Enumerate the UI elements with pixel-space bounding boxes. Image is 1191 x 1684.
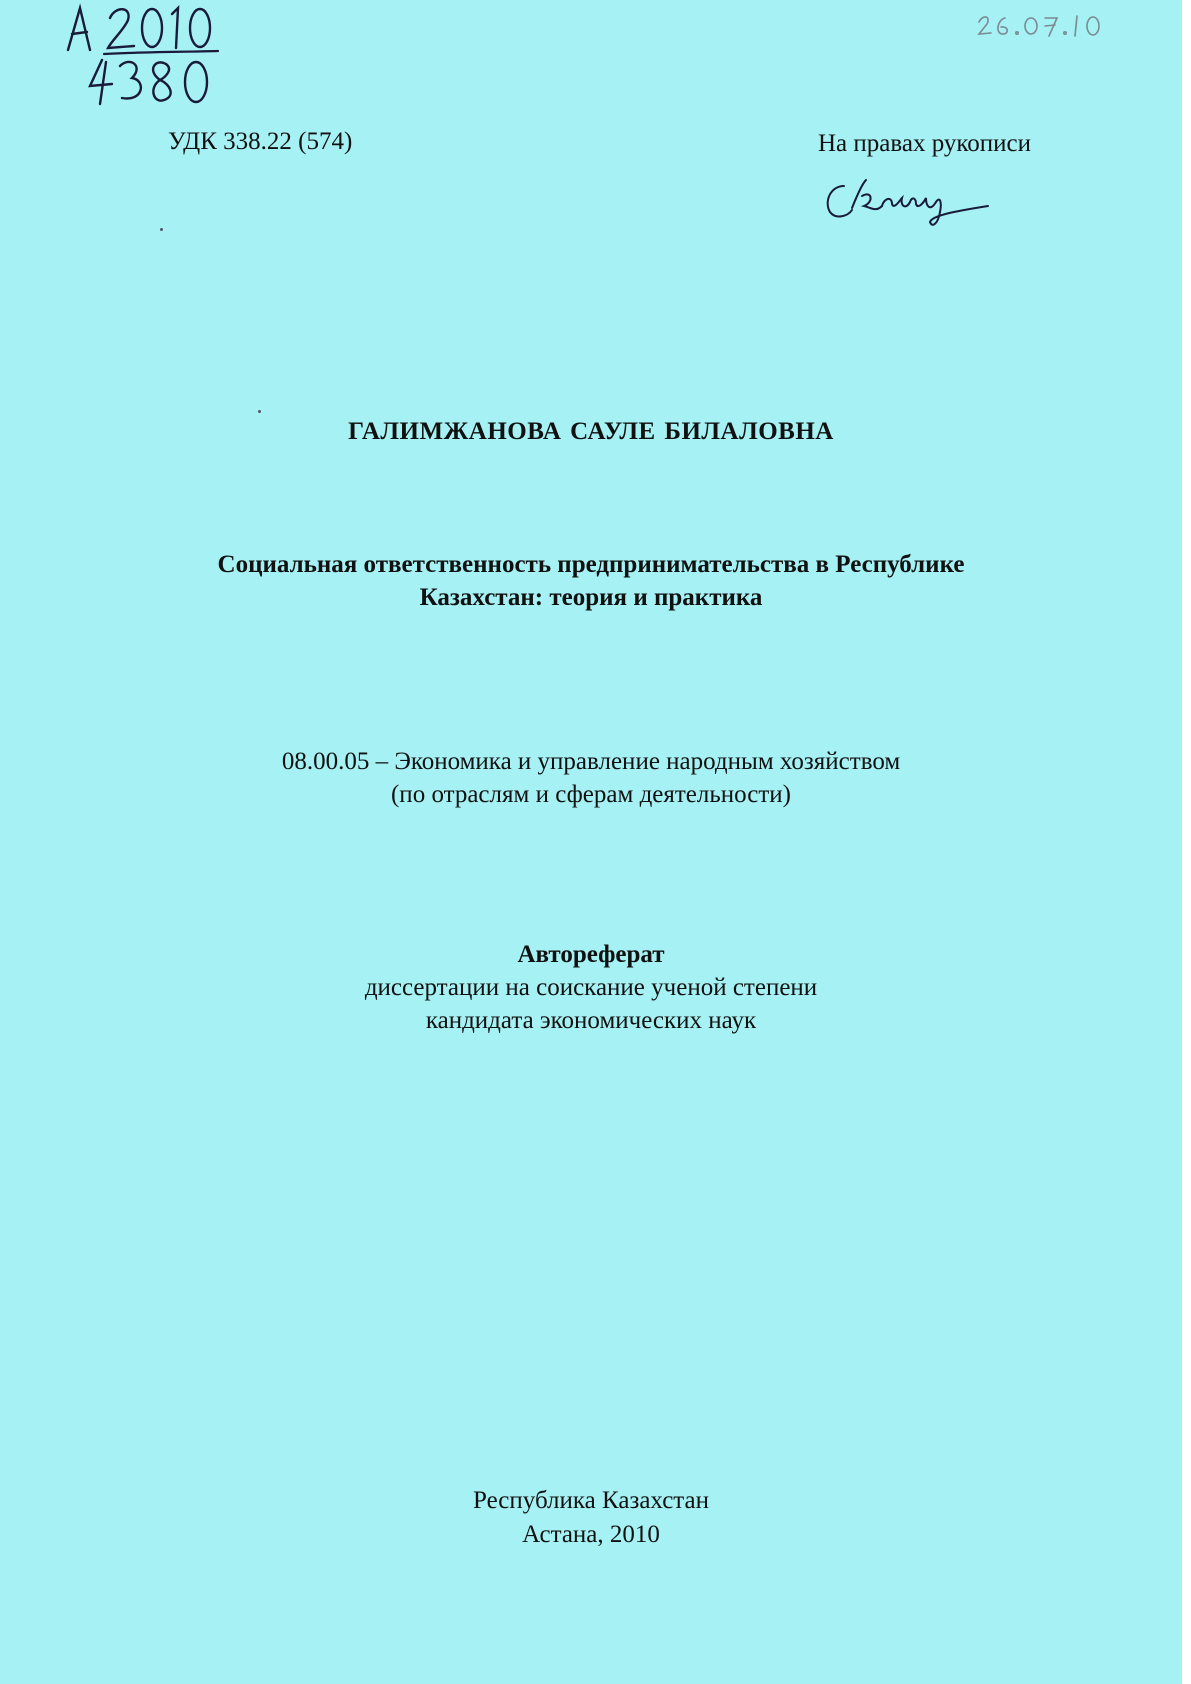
document-type-line: диссертации на соискание ученой степени xyxy=(364,974,818,1001)
title-line: Социальная ответственность предпринимательства в Республике xyxy=(217,551,965,578)
city-year: Астана, 2010 xyxy=(522,1521,660,1548)
document-type-heading: Автореферат xyxy=(517,941,665,968)
title-line: Казахстан: теория и практика xyxy=(419,584,763,611)
author-name: ГАЛИМЖАНОВА САУЛЕ БИЛАЛОВНА xyxy=(348,418,834,445)
country: Республика Казахстан xyxy=(473,1487,709,1514)
specialty-code xyxy=(0,745,1182,811)
specialty-line: (по отраслям и сферам деятельности) xyxy=(390,781,792,808)
handwritten-archive-number xyxy=(60,0,220,110)
scan-margin xyxy=(1182,0,1191,1684)
document-type xyxy=(0,938,1182,1037)
author-signature xyxy=(820,172,990,232)
scan-speck xyxy=(258,410,261,413)
dissertation-title xyxy=(0,548,1182,614)
scan-speck xyxy=(160,228,163,231)
udk-code: УДК 338.22 (574) xyxy=(168,128,353,155)
document-type-line: кандидата экономических наук xyxy=(425,1007,757,1034)
specialty-line: 08.00.05 – Экономика и управление народным хозяйством xyxy=(281,748,901,775)
publication-place xyxy=(0,1484,1182,1552)
handwritten-date xyxy=(975,8,1115,48)
manuscript-rights-note: На правах рукописи xyxy=(818,130,1031,157)
